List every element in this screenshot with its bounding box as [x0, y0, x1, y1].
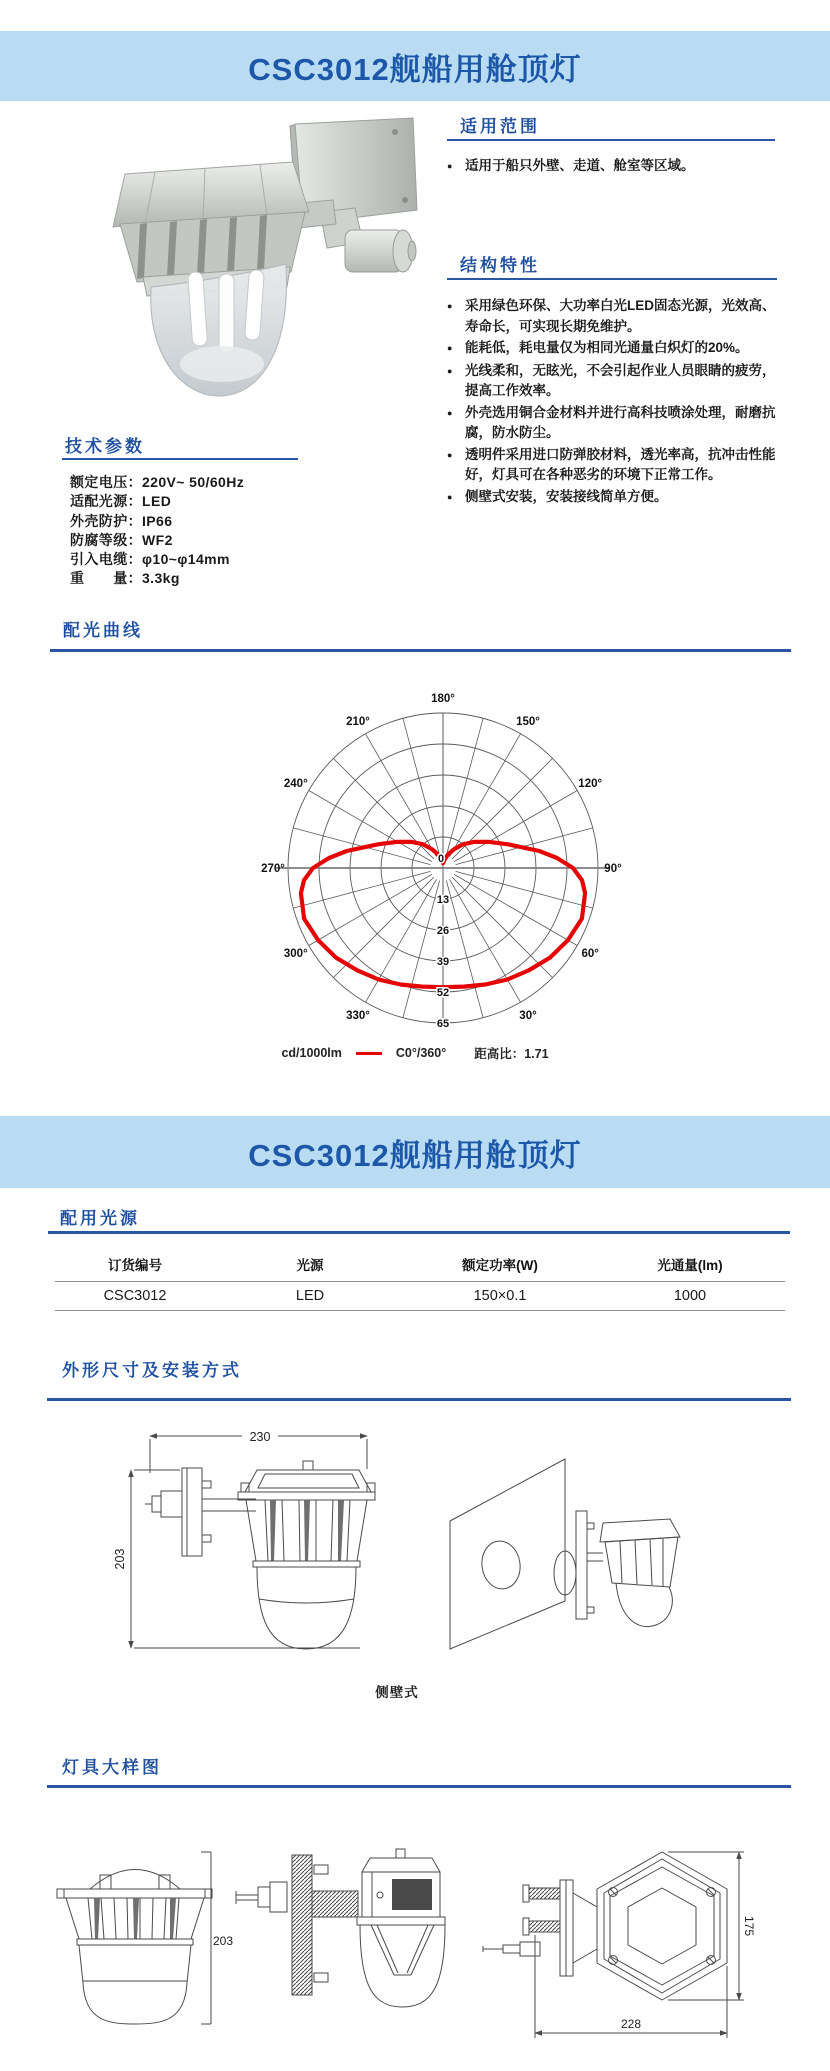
product-photo — [95, 112, 420, 407]
feature-text: 采用绿色环保、大功率白光LED固态光源，光效高、寿命长，可实现长期免维护。 — [465, 298, 776, 334]
feature-item — [447, 338, 785, 360]
legend-line-swatch — [356, 1052, 382, 1055]
bullet-icon — [447, 361, 465, 402]
scope-list — [447, 156, 785, 179]
radial-tick-label: 65 — [436, 1018, 450, 1030]
table-header-cell: 光通量(lm) — [595, 1246, 785, 1282]
radial-tick-label: 52 — [436, 987, 450, 999]
scope-item — [447, 156, 785, 178]
detail-dim-depth-label: 175 — [742, 1915, 756, 1937]
section-rule — [447, 139, 775, 141]
section-rule — [62, 458, 298, 460]
top-view-drawing — [483, 1852, 756, 2038]
feature-item — [447, 296, 785, 337]
angle-label: 330° — [346, 1010, 370, 1023]
detail-dim-width-label: 228 — [620, 2017, 642, 2031]
table-cell: 1000 — [595, 1282, 785, 1311]
table-row — [55, 1282, 785, 1311]
section-rule — [50, 649, 791, 652]
section-rule — [48, 1231, 790, 1234]
scope-section-title: 适用范围 — [460, 117, 540, 136]
feature-text: 外壳选用铜合金材料并进行高科技喷涂处理，耐磨抗腐，防水防尘。 — [465, 404, 776, 440]
bullet-icon — [447, 487, 465, 509]
table-header-row — [55, 1246, 785, 1282]
chart-units-label: cd/1000lm — [281, 1046, 342, 1060]
tech-param: 额定电压：220V~ 50/60Hz — [70, 474, 245, 490]
angle-label: 120° — [578, 778, 603, 790]
table-cell: 150×0.1 — [405, 1282, 595, 1311]
detail-section-title: 灯具大样图 — [62, 1758, 162, 1777]
angle-label: 180° — [431, 693, 455, 705]
feature-item — [447, 487, 785, 509]
radial-tick-label: 13 — [436, 894, 450, 906]
tech-param: 适配光源：LED — [70, 493, 172, 510]
page1-banner-title: CSC3012舰船用舱顶灯 — [248, 51, 582, 87]
side-view-drawing — [113, 1430, 375, 1649]
features-list — [447, 296, 785, 509]
table-cell: CSC3012 — [55, 1282, 215, 1311]
feature-text: 光线柔和，无眩光，不会引起作业人员眼睛的疲劳，提高工作效率。 — [465, 362, 776, 398]
section-view-drawing — [236, 1849, 445, 2007]
angle-label: 60° — [581, 948, 599, 960]
section-rule — [447, 278, 777, 280]
table-header-cell: 订货编号 — [55, 1246, 215, 1282]
table-cell: LED — [215, 1282, 405, 1311]
tech-param: 防腐等级：WF2 — [70, 531, 173, 548]
light-source-table — [55, 1246, 785, 1311]
tech-param: 重 量：3.3kg — [70, 570, 180, 587]
angle-label: 270° — [261, 863, 285, 875]
bullet-icon — [447, 296, 465, 337]
chart-ratio-label: 距高比：1.71 — [474, 1047, 549, 1061]
bullet-icon — [447, 156, 465, 178]
features-section-title: 结构特性 — [460, 256, 540, 275]
chart-series-label: C0°/360° — [395, 1046, 447, 1060]
mounting-plate — [290, 118, 417, 248]
angle-label: 150° — [516, 715, 540, 728]
feature-item — [447, 445, 785, 486]
radial-tick-label: 0 — [437, 853, 445, 865]
junction-box — [345, 230, 416, 272]
angle-label: 300° — [283, 948, 308, 960]
mount-type-label: 侧壁式 — [375, 1685, 419, 1700]
curve-section-title: 配光曲线 — [63, 621, 143, 640]
outline-dimension-drawing — [60, 1425, 780, 1695]
page2-banner — [0, 1116, 830, 1188]
angle-label: 30° — [519, 1010, 537, 1023]
chart-legend — [0, 1044, 830, 1062]
section-rule — [47, 1398, 791, 1401]
light-distribution-chart — [178, 688, 708, 1088]
table-header-cell: 光源 — [215, 1246, 405, 1282]
tech-param: 外壳防护：IP66 — [70, 512, 173, 529]
bullet-icon — [447, 403, 465, 444]
table-header-cell: 额定功率(W) — [405, 1246, 595, 1282]
feature-item — [447, 403, 785, 444]
angle-label: 210° — [346, 715, 370, 728]
tech-params-list — [70, 473, 244, 589]
front-view-drawing — [57, 1852, 233, 2024]
dim-width-label: 230 — [249, 1430, 271, 1444]
feature-item — [447, 361, 785, 402]
angle-label: 90° — [604, 863, 622, 875]
feature-text: 侧壁式安装，安装接线简单方便。 — [465, 488, 668, 504]
scope-text: 适用于船只外壁、走道、舱室等区域。 — [465, 158, 695, 173]
detail-drawing — [40, 1835, 790, 2063]
page2-banner-title: CSC3012舰船用舱顶灯 — [248, 1137, 582, 1173]
page1-banner — [0, 31, 830, 101]
detail-dim-height-label: 203 — [212, 1934, 234, 1948]
tech-section-title: 技术参数 — [65, 437, 145, 456]
radial-tick-label: 39 — [436, 956, 450, 968]
feature-text: 能耗低，耗电量仅为相同光通量白炽灯的20%。 — [465, 340, 749, 355]
feature-text: 透明件采用进口防弹胶材料，透光率高，抗冲击性能好，灯具可在各种恶劣的环境下正常工作。 — [465, 446, 776, 482]
tech-param: 引入电缆：φ10~φ14mm — [70, 551, 230, 568]
light-source-section-title: 配用光源 — [60, 1209, 140, 1228]
radial-tick-label: 26 — [436, 925, 450, 937]
bullet-icon — [447, 338, 465, 360]
section-rule — [47, 1785, 791, 1788]
angle-label: 240° — [283, 778, 308, 790]
dim-height-label: 203 — [113, 1548, 127, 1570]
wall-mount-illustration — [450, 1459, 680, 1649]
outline-section-title: 外形尺寸及安装方式 — [62, 1361, 242, 1380]
bullet-icon — [447, 445, 465, 486]
